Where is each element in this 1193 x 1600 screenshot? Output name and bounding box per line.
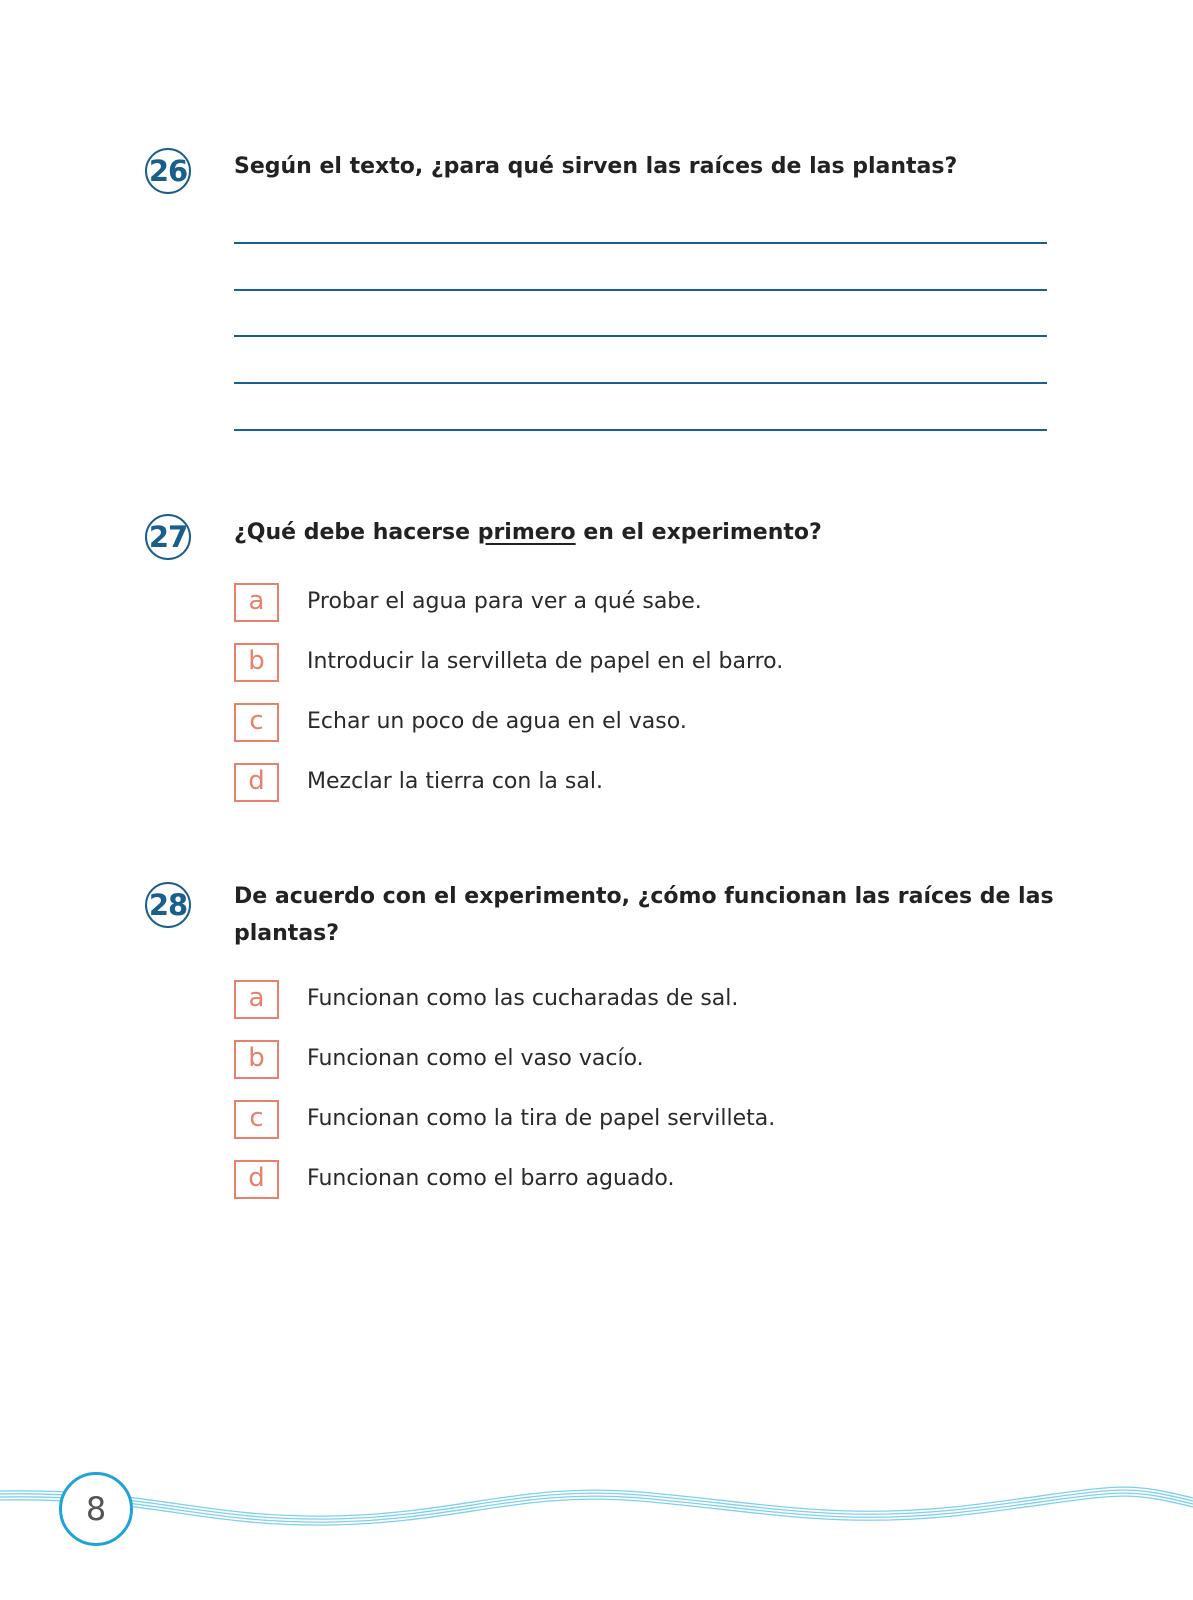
- option-27-a[interactable]: [234, 583, 1034, 625]
- option-letter-box[interactable]: b: [234, 643, 279, 682]
- answer-line[interactable]: [234, 289, 1047, 291]
- option-text: Funcionan como el barro aguado.: [307, 1166, 675, 1191]
- option-28-d[interactable]: [234, 1160, 1034, 1202]
- question-26-text: Según el texto, ¿para qué sirven las raíces de las plantas?: [234, 154, 958, 179]
- option-27-b[interactable]: [234, 643, 1034, 685]
- option-letter-box[interactable]: a: [234, 980, 279, 1019]
- option-27-d[interactable]: [234, 763, 1034, 805]
- option-letter-box[interactable]: b: [234, 1040, 279, 1079]
- option-28-b[interactable]: [234, 1040, 1034, 1082]
- answer-line[interactable]: [234, 382, 1047, 384]
- footer-wave-decoration: [0, 1470, 1193, 1550]
- option-27-c[interactable]: [234, 703, 1034, 745]
- option-letter-box[interactable]: d: [234, 763, 279, 802]
- option-text: Funcionan como la tira de papel servilleta.: [307, 1106, 776, 1131]
- question-27-text: ¿Qué debe hacerse primero en el experimento?: [234, 520, 822, 545]
- option-text: Probar el agua para ver a qué sabe.: [307, 589, 702, 614]
- underlined-word: primero: [477, 520, 576, 545]
- option-text: Introducir la servilleta de papel en el barro.: [307, 649, 784, 674]
- option-letter-box[interactable]: a: [234, 583, 279, 622]
- option-text: Funcionan como el vaso vacío.: [307, 1046, 644, 1071]
- answer-line[interactable]: [234, 335, 1047, 337]
- option-letter-box[interactable]: c: [234, 703, 279, 742]
- question-number-26: 26: [145, 148, 191, 194]
- question-number-27: 27: [145, 514, 191, 560]
- option-letter-box[interactable]: c: [234, 1100, 279, 1139]
- answer-line[interactable]: [234, 429, 1047, 431]
- option-28-a[interactable]: [234, 980, 1034, 1022]
- option-text: Mezclar la tierra con la sal.: [307, 769, 603, 794]
- answer-line[interactable]: [234, 242, 1047, 244]
- option-28-c[interactable]: [234, 1100, 1034, 1142]
- option-letter-box[interactable]: d: [234, 1160, 279, 1199]
- question-number-28: 28: [145, 882, 191, 928]
- question-28-text: De acuerdo con el experimento, ¿cómo funcionan las raíces de las plantas?: [234, 884, 1054, 946]
- option-text: Funcionan como las cucharadas de sal.: [307, 986, 739, 1011]
- page-number: 8: [59, 1472, 133, 1546]
- option-text: Echar un poco de agua en el vaso.: [307, 709, 687, 734]
